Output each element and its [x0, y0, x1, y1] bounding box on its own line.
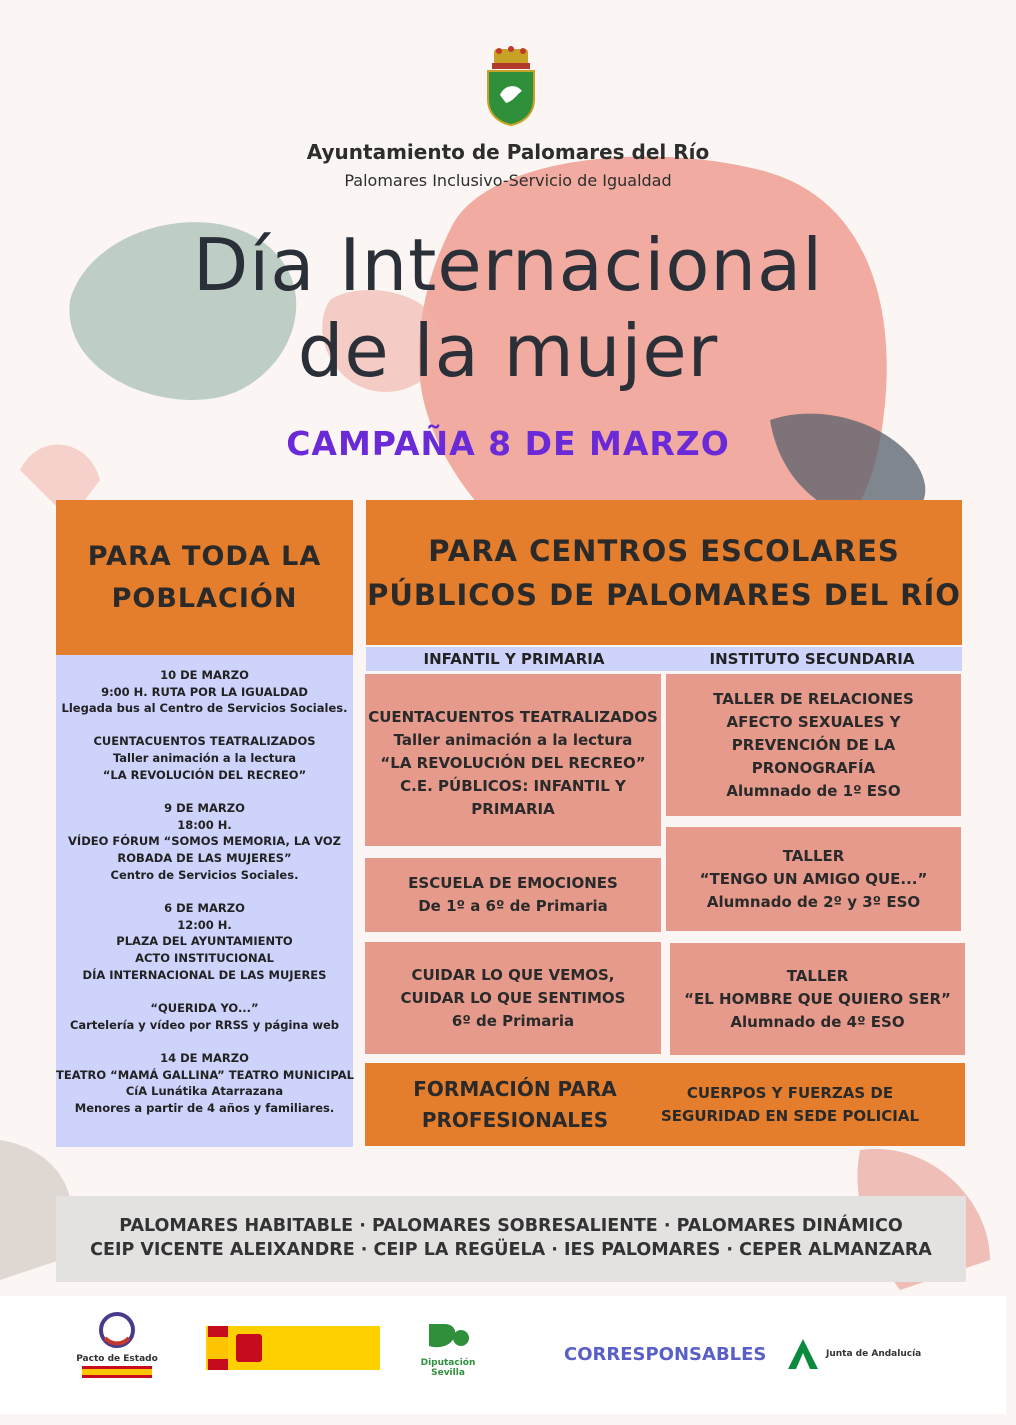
professional-training-panel	[365, 1063, 965, 1146]
event-line: 12:00 H.	[177, 917, 232, 932]
participants-line-1: PALOMARES HABITABLE · PALOMARES SOBRESALIENTE · PALOMARES DINÁMICO	[119, 1216, 903, 1236]
coat-of-arms-icon	[484, 45, 538, 127]
campaign-title: CAMPAÑA 8 DE MARZO	[286, 424, 730, 463]
event-line: PLAZA DEL AYUNTAMIENTO	[116, 934, 293, 949]
activity-line: 6º de Primaria	[451, 1011, 575, 1030]
activity-line: TALLER DE RELACIONES	[713, 689, 914, 708]
participants-line-2: CEIP VICENTE ALEIXANDRE · CEIP LA REGÜELA · IES PALOMARES · CEPER ALMANZARA	[90, 1240, 932, 1260]
event-line: Taller animación a la lectura	[112, 750, 297, 765]
event-line: Centro de Servicios Sociales.	[110, 867, 299, 882]
activity-line: PRIMARIA	[471, 800, 555, 818]
pacto-de-estado-logo: Pacto de Estado	[72, 1310, 162, 1390]
secundaria-heading: INSTITUTO SECUNDARIA	[662, 647, 962, 671]
gobierno-espana-logo	[206, 1326, 380, 1370]
activity-line: Alumnado de 2º y 3º ESO	[706, 892, 921, 911]
activity-line: Taller animación a la lectura	[393, 731, 633, 749]
activity-line: CUIDAR LO QUE VEMOS,	[411, 965, 615, 984]
event-line: ACTO INSTITUCIONAL	[135, 950, 274, 965]
primaria-activity	[365, 858, 661, 932]
title-line-1: Día Internacional	[192, 223, 824, 307]
participants-band	[56, 1196, 966, 1282]
activity-line: C.E. PÚBLICOS: INFANTIL Y	[400, 777, 626, 795]
event-line: Llegada bus al Centro de Servicios Sociales.	[61, 701, 348, 716]
security-forces-text: CUERPOS Y FUERZAS DE SEGURIDAD EN SEDE POLICIAL	[660, 1083, 920, 1125]
event-entry	[56, 900, 353, 983]
professional-training-title: FORMACIÓN PARA PROFESIONALES	[413, 1076, 617, 1132]
organization-name: Ayuntamiento de Palomares del Río	[306, 140, 710, 164]
diputacion-mark-icon	[425, 1320, 471, 1354]
activity-line: PREVENCIÓN DE LA	[731, 735, 896, 754]
secundaria-activity	[666, 827, 961, 931]
general-population-heading: PARA TODA LA POBLACIÓN	[56, 500, 353, 655]
event-line: Menores a partir de 4 años y familiares.	[74, 1101, 335, 1116]
event-line: 10 DE MARZO	[160, 668, 249, 682]
event-line: DÍA INTERNACIONAL DE LAS MUJERES	[82, 967, 327, 982]
population-events-list	[56, 655, 353, 1147]
event-line	[56, 717, 353, 734]
activity-line: ESCUELA DE EMOCIONES	[408, 874, 618, 892]
activity-line: TALLER	[782, 846, 845, 865]
secundaria-activity	[670, 943, 965, 1055]
junta-andalucia-logo: Junta de Andalucía	[786, 1334, 926, 1374]
event-line: 6 DE MARZO	[164, 901, 245, 916]
event-entry	[56, 1000, 353, 1033]
activity-line: Alumnado de 1º ESO	[726, 781, 901, 800]
activity-line: “TENGO UN AMIGO QUE...”	[699, 869, 928, 888]
activity-line: “EL HOMBRE QUE QUIERO SER”	[684, 989, 951, 1008]
schools-heading: PARA CENTROS ESCOLARES PÚBLICOS DE PALOMARES DEL RÍO	[366, 500, 962, 645]
event-line: “QUERIDA YO...”	[150, 1001, 259, 1016]
activity-line: Alumnado de 4º ESO	[730, 1012, 905, 1031]
pacto-ring-icon	[97, 1310, 137, 1350]
spain-shield-icon	[236, 1334, 262, 1362]
activity-line: “LA REVOLUCIÓN DEL RECREO”	[380, 754, 646, 772]
primaria-activity	[365, 674, 661, 846]
infantil-primaria-heading: INFANTIL Y PRIMARIA	[366, 647, 662, 671]
corresponsables-logo: CORRESPONSABLES	[556, 1328, 766, 1380]
spanish-flag-icon	[208, 1326, 228, 1370]
diputacion-sevilla-logo: Diputación Sevilla	[418, 1320, 478, 1382]
event-line: TEATRO “MAMÁ GALLINA” TEATRO MUNICIPAL	[56, 1067, 354, 1082]
page-title	[0, 222, 1016, 394]
spain-flag-icon	[82, 1366, 152, 1378]
event-line: CíA Lunátika Atarrazana	[125, 1084, 284, 1099]
event-entry	[56, 800, 353, 883]
event-line: VÍDEO FÓRUM “SOMOS MEMORIA, LA VOZ	[68, 834, 341, 849]
activity-line: CUIDAR LO QUE SENTIMOS	[400, 988, 626, 1007]
event-line: “LA REVOLUCIÓN DEL RECREO”	[102, 767, 307, 782]
event-line: 9 DE MARZO	[164, 801, 245, 816]
event-line: ROBADA DE LAS MUJERES”	[117, 850, 292, 865]
event-line: 9:00 H. RUTA POR LA IGUALDAD	[101, 684, 308, 699]
event-line: 14 DE MARZO	[160, 1051, 249, 1066]
event-entry	[56, 1050, 353, 1116]
event-entry	[56, 667, 353, 783]
event-line: 18:00 H.	[177, 817, 232, 832]
title-line-2: de la mujer	[297, 309, 719, 393]
activity-line: CUENTACUENTOS TEATRALIZADOS	[368, 708, 658, 726]
activity-line: De 1º a 6º de Primaria	[418, 897, 608, 915]
junta-mark-icon	[786, 1337, 820, 1371]
activity-line: PRONOGRAFÍA	[751, 758, 876, 777]
activity-line: TALLER	[786, 966, 849, 985]
activity-line: AFECTO SEXUALES Y	[726, 712, 901, 731]
primaria-activity	[365, 942, 661, 1054]
event-line: Cartelería y vídeo por RRSS y página web	[69, 1017, 339, 1032]
sponsor-logos-bar	[0, 1296, 1006, 1414]
event-line: CUENTACUENTOS TEATRALIZADOS	[93, 734, 316, 749]
department-name: Palomares Inclusivo-Servicio de Igualdad	[344, 171, 672, 190]
secundaria-activity	[666, 674, 961, 816]
